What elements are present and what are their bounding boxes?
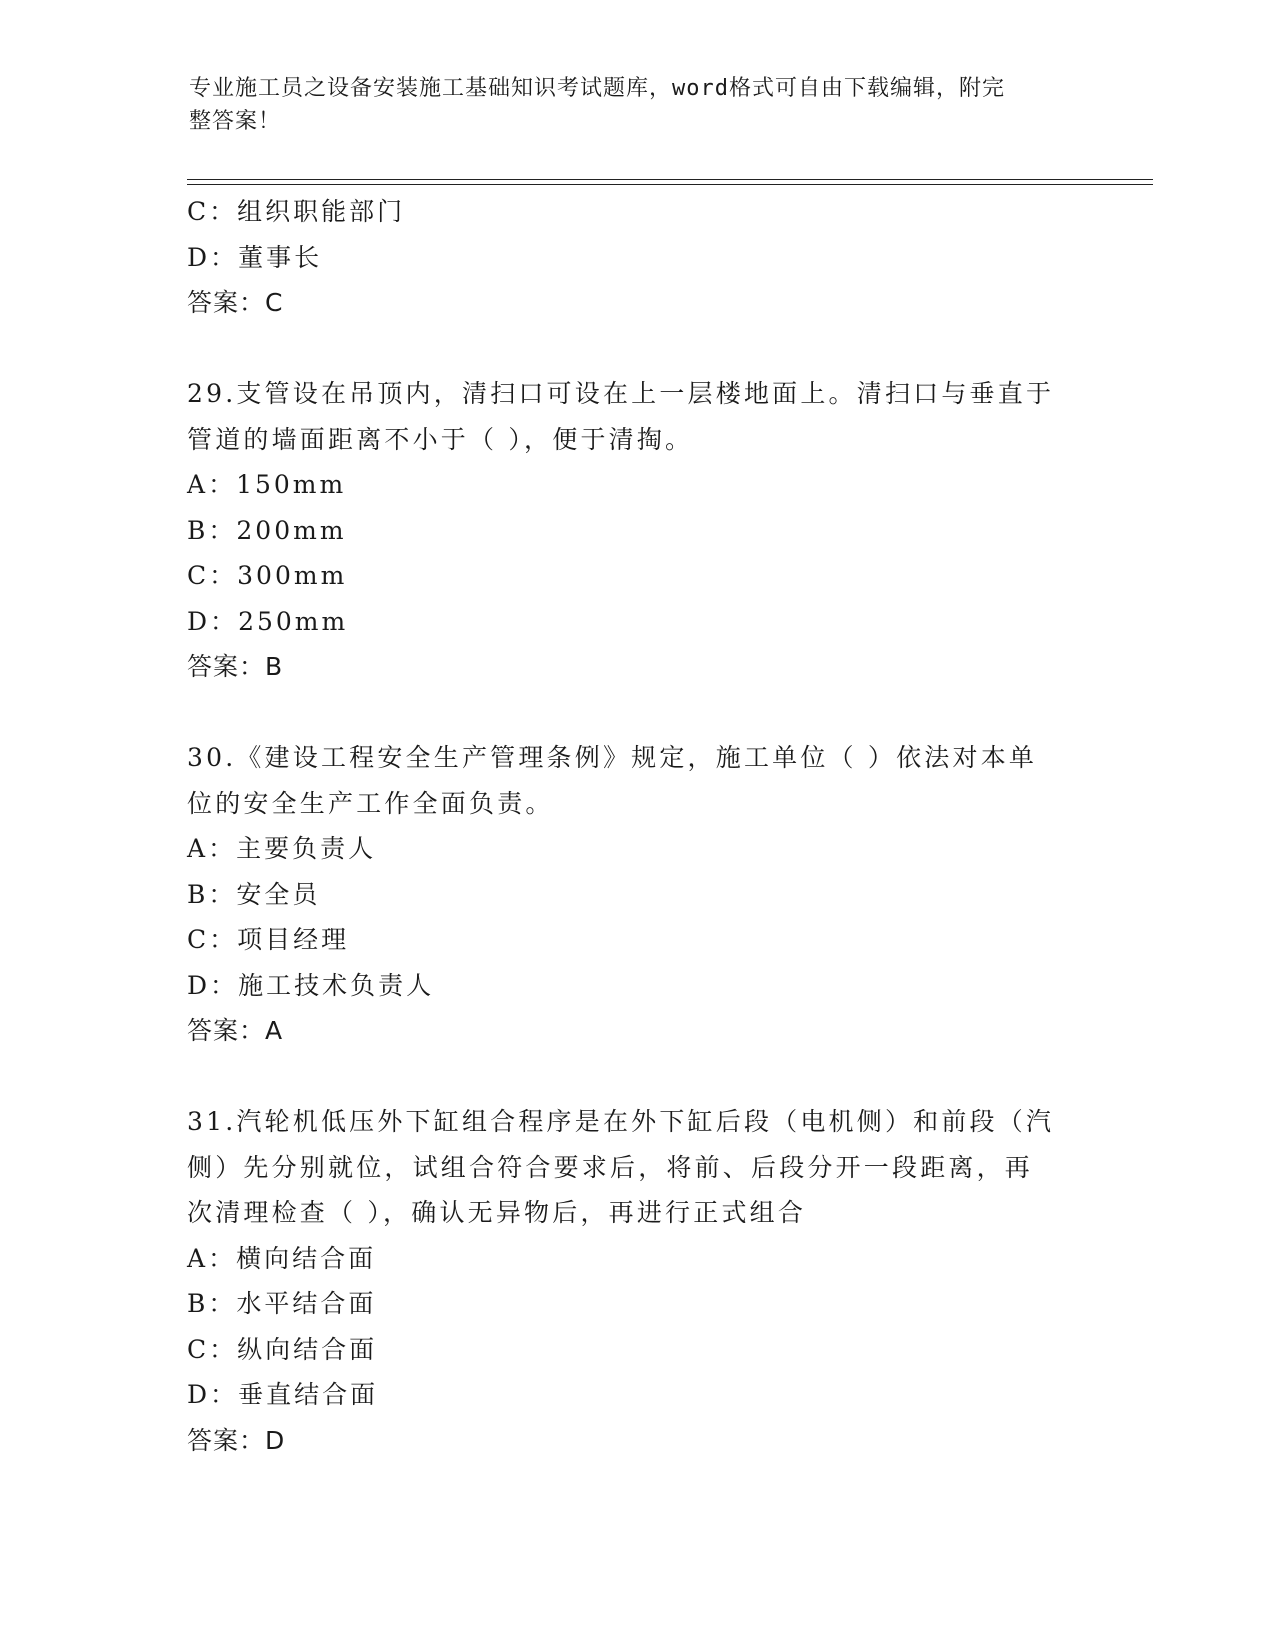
header-divider-bottom [187,184,1153,185]
question-stem-line: 次清理检查（ ），确认无异物后，再进行正式组合 [187,1198,807,1227]
question-28-continuation [187,189,1087,326]
question-content [187,189,1087,1463]
option-a: A：横向结合面 [187,1243,377,1273]
header-line-2: 整答案！ [189,109,282,134]
answer-line: 答案：D [187,1425,286,1455]
spacer [187,326,1087,372]
option-b: B：200mm [187,515,347,545]
question-stem-line: 位的安全生产工作全面负责。 [187,788,554,818]
option-c: C：纵向结合面 [187,1334,378,1364]
question-stem-line: 侧）先分别就位，试组合符合要求后，将前、后段分开一段距离，再 [187,1152,1034,1182]
question-29 [187,371,1087,690]
document-header [189,72,1069,138]
option-a: A：主要负责人 [187,834,377,863]
option-d: D：垂直结合面 [187,1380,379,1409]
answer-line: 答案：A [187,1016,284,1045]
option-c: C：项目经理 [187,925,350,954]
option-b: B：水平结合面 [187,1289,377,1318]
header-divider-top [187,179,1153,180]
option-b: B：安全员 [187,879,321,909]
answer-line: 答案：C [187,288,284,317]
question-stem-line: 29.支管设在吊顶内，清扫口可设在上一层楼地面上。清扫口与垂直于 [187,379,1055,408]
question-stem-line: 管道的墙面距离不小于（ ），便于清掏。 [187,424,694,454]
option-c: C：组织职能部门 [187,197,406,226]
question-30 [187,735,1087,1054]
question-stem-line: 30.《建设工程安全生产管理条例》规定，施工单位（ ）依法对本单 [187,743,1038,772]
spacer [187,690,1087,736]
spacer [187,1054,1087,1100]
question-stem-line: 31.汽轮机低压外下缸组合程序是在外下缸后段（电机侧）和前段（汽 [187,1107,1055,1136]
question-31 [187,1099,1087,1463]
option-a: A：150mm [187,470,347,499]
option-d: D：施工技术负责人 [187,970,435,1000]
answer-line: 答案：B [187,652,284,681]
header-line-1: 专业施工员之设备安装施工基础知识考试题库，word格式可自由下载编辑，附完 [189,76,1005,101]
option-d: D：250mm [187,606,349,636]
option-c: C：300mm [187,561,348,590]
option-d: D：董事长 [187,242,323,272]
